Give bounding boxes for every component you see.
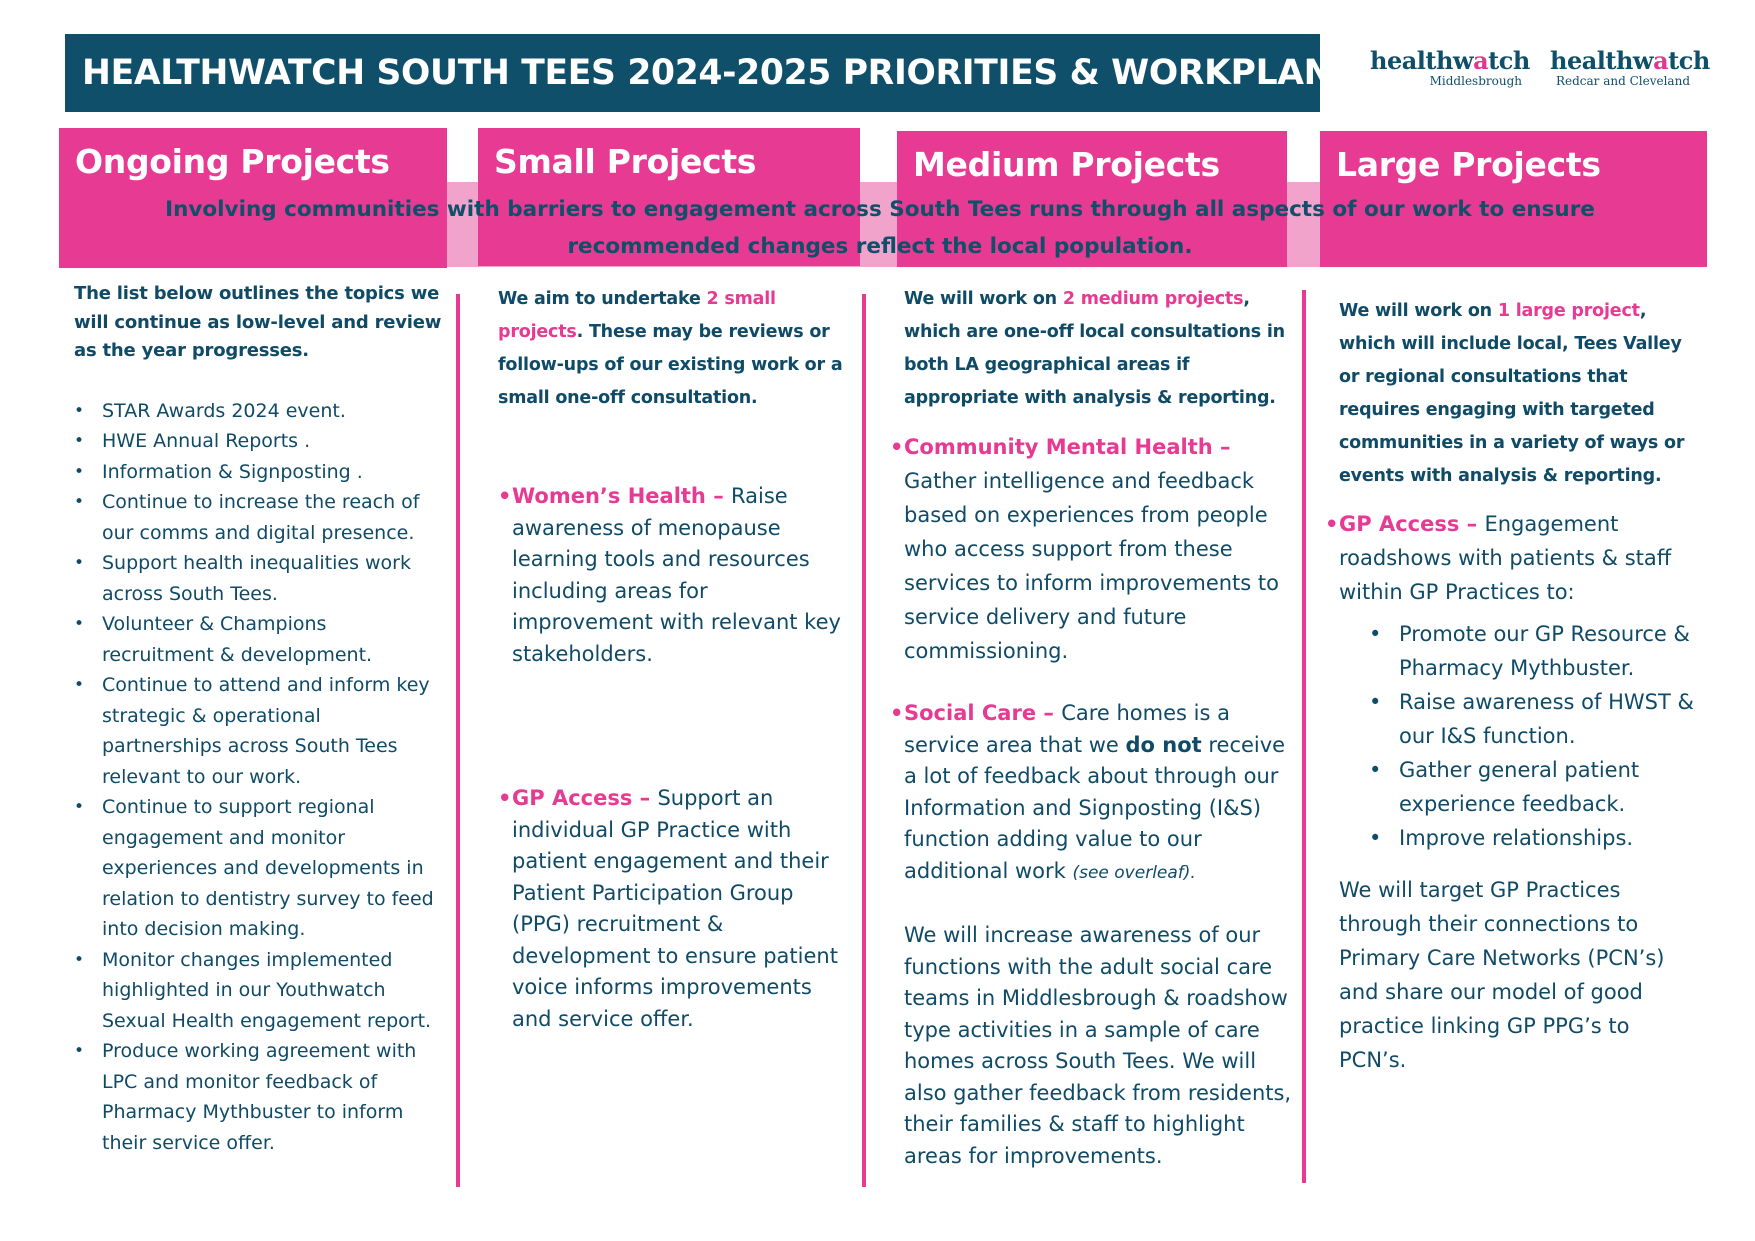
- project-heading: Women’s Health –: [512, 484, 732, 508]
- project-heading: Social Care –: [904, 701, 1062, 725]
- list-item: • Improve relationships.: [1399, 821, 1699, 855]
- list-item: • Gather general patient experience feedback.: [1399, 753, 1699, 821]
- bullet-icon: •: [498, 484, 512, 508]
- list-item: • Monitor changes implemented highlighted in our Youthwatch Sexual Health engagement report.: [102, 945, 444, 1037]
- title-bar: [65, 34, 1333, 112]
- see-overleaf-note: (see overleaf).: [1072, 862, 1196, 883]
- project-heading: GP Access –: [1339, 512, 1485, 536]
- column-title: Medium Projects: [913, 145, 1220, 184]
- list-item: • Volunteer & Champions recruitment & development.: [102, 609, 444, 670]
- project-item-womens-health: [498, 481, 853, 670]
- column-divider: [456, 294, 460, 1187]
- list-item: • Continue to increase the reach of our comms and digital presence.: [102, 487, 444, 548]
- column-intro: We aim to undertake 2 small projects. These may be reviews or follow-ups of our existing work or a small one-off consultation.: [498, 289, 843, 408]
- bullet-icon: •: [1325, 512, 1339, 536]
- column-divider: [862, 294, 866, 1187]
- project-description: Raise awareness of menopause learning tools and resources including areas for improvement with relevant key stakeholders.: [512, 484, 841, 666]
- bullet-icon: •: [890, 435, 904, 459]
- gp-practices-paragraph: We will target GP Practices through their connections to Primary Care Networks (PCN’s) and share our model of good practice linking GP PPG’s to PCN’s.: [1339, 878, 1665, 1072]
- column-title: Large Projects: [1336, 145, 1601, 184]
- list-item: • Continue to support regional engagement and monitor experiences and developments in relation to dentistry survey to feed into decision making.: [102, 792, 444, 945]
- column-intro: We will work on 1 large project, which will include local, Tees Valley or regional consultations that requires engaging with targeted communities in a variety of ways or events with analysis & reporting.: [1339, 301, 1685, 486]
- column-intro: The list below outlines the topics we will continue as low-level and review as the year progresses.: [74, 283, 442, 361]
- column-intro: We will work on 2 medium projects, which are one-off local consultations in both LA geographical areas if appropriate with analysis & reporting.: [904, 289, 1285, 408]
- project-item-gp-access: [498, 783, 853, 1035]
- list-item: • Raise awareness of HWST & our I&S function.: [1399, 685, 1699, 753]
- list-item: • Support health inequalities work across South Tees.: [102, 548, 444, 609]
- page-title: HEALTHWATCH SOUTH TEES 2024-2025 PRIORITIES & WORKPLAN: [82, 53, 1333, 93]
- list-item: • STAR Awards 2024 event.: [102, 396, 444, 427]
- list-item: • Information & Signposting .: [102, 457, 444, 488]
- highlight-count: 2 small projects: [498, 289, 776, 342]
- project-description: Support an individual GP Practice with patient engagement and their Patient Participation Group (PPG) recruitment & development to ensure patient voice informs improvements and service offer.: [512, 786, 838, 1031]
- large-projects-column: [1325, 295, 1699, 1077]
- gp-access-sublist: [1339, 617, 1699, 855]
- project-item-community-mental-health: [890, 430, 1304, 668]
- project-heading: GP Access –: [512, 786, 658, 810]
- highlight-count: 2 medium projects: [1062, 289, 1244, 309]
- social-care-paragraph: We will increase awareness of our functions with the adult social care teams in Middlesbrough & roadshow type activities in a sample of care homes across South Tees. We will also gather feedback from residents, their families & staff to highlight areas for improvements.: [904, 923, 1292, 1168]
- project-item-social-care: • Social Care – Care homes is a service area that we do not receive a lot of feedback about through our Information and Signposting (I&S) function adding value to our additional work (see overleaf).: [904, 698, 1304, 889]
- project-heading: Community Mental Health –: [904, 435, 1231, 459]
- list-item: • Produce working agreement with LPC and monitor feedback of Pharmacy Mythbuster to inform their service offer.: [102, 1036, 444, 1158]
- logo-area-label: Middlesbrough: [1429, 74, 1522, 88]
- healthwatch-redcar-cleveland-logo: healthwatch Redcar and Cleveland: [1550, 46, 1710, 88]
- column-title: Ongoing Projects: [75, 142, 390, 181]
- small-projects-column: [498, 283, 853, 1035]
- project-description: Engagement roadshows with patients & staff within GP Practices to:: [1339, 512, 1672, 604]
- ongoing-list: [74, 396, 444, 1159]
- emphasis-text: do not: [1125, 732, 1202, 757]
- logo-area-label: Redcar and Cleveland: [1555, 74, 1690, 88]
- list-item: • HWE Annual Reports .: [102, 426, 444, 457]
- bullet-icon: •: [890, 701, 904, 725]
- ongoing-projects-column: [74, 280, 444, 1158]
- medium-projects-column: [890, 283, 1304, 1172]
- healthwatch-middlesbrough-logo: healthwatch Middlesbrough: [1370, 46, 1530, 88]
- project-item-gp-access: [1325, 507, 1699, 609]
- highlight-count: 1 large project: [1497, 301, 1640, 321]
- column-title: Small Projects: [494, 142, 757, 181]
- banner-text: Involving communities with barriers to engagement across South Tees runs through all aspects of our work to ensure recommended changes reflect the local population.: [165, 197, 1595, 259]
- list-item: • Continue to attend and inform key strategic & operational partnerships across South Tees relevant to our work.: [102, 670, 444, 792]
- list-item: • Promote our GP Resource & Pharmacy Mythbuster.: [1399, 617, 1699, 685]
- bullet-icon: •: [498, 786, 512, 810]
- project-description: Gather intelligence and feedback based on experiences from people who access support from these services to inform improvements to service delivery and future commissioning.: [904, 469, 1279, 663]
